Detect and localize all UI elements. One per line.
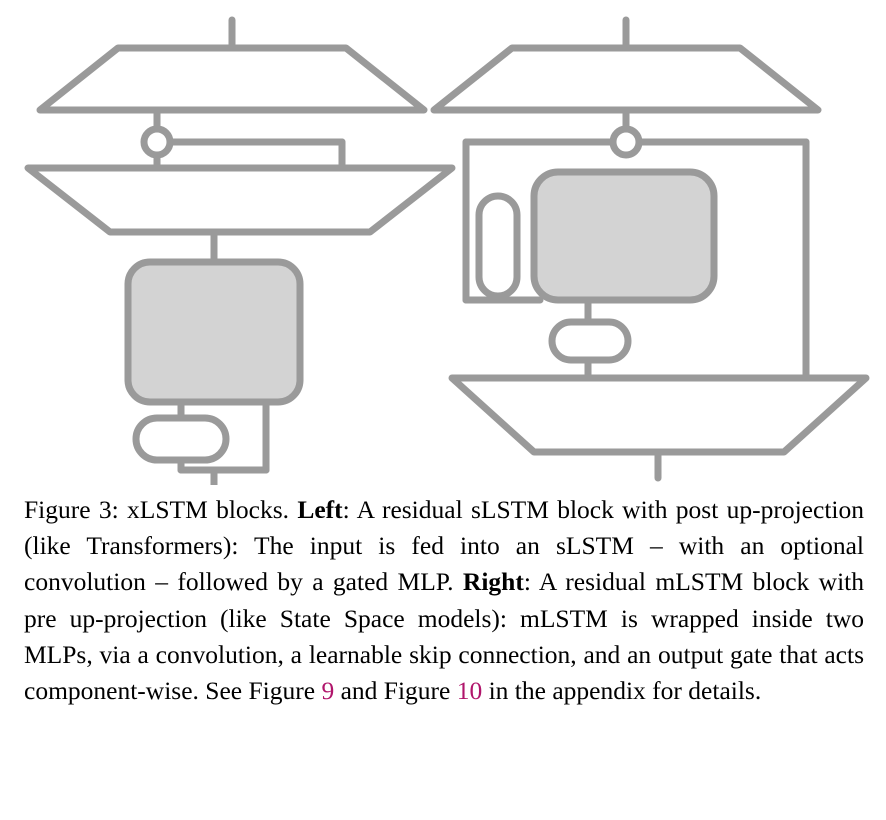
caption-right-text: : A residual mLSTM block with pre up-projection (like State Space models): mLSTM is wrapped inside two MLPs, via a convolution, a learnable skip connection, and an output gate that acts component-wise. See Figure	[24, 567, 864, 706]
right-mlstm-block	[434, 20, 866, 478]
left-down-projection-trapezoid	[40, 48, 424, 110]
left-slstm-block	[28, 20, 452, 485]
figure-10-reference-link[interactable]: 10	[456, 676, 483, 706]
left-up-projection-trapezoid	[28, 168, 452, 232]
figure-caption	[24, 492, 864, 709]
caption-left-text: : A residual sLSTM block with post up-projection (like Transformers): The input is fed into an sLSTM – with an optional convolution – followed by a gated MLP.	[24, 495, 864, 597]
left-slstm-box	[128, 262, 300, 402]
right-mlstm-box	[534, 172, 714, 300]
caption-prefix: Figure 3: xLSTM blocks.	[24, 495, 298, 524]
right-gate-node-icon	[613, 129, 639, 155]
right-skip-connection-pill	[479, 196, 517, 296]
caption-left-label: Left	[297, 495, 343, 524]
left-convolution-pill	[136, 418, 226, 460]
left-gate-node-icon	[144, 129, 170, 155]
caption-right-label: Right	[462, 567, 524, 597]
caption-mid-text: and Figure	[334, 676, 457, 706]
caption-suffix: in the appendix for details.	[482, 676, 762, 706]
right-up-projection-trapezoid	[452, 378, 866, 452]
right-convolution-pill	[552, 322, 628, 360]
figure-9-reference-link[interactable]: 9	[321, 676, 335, 706]
right-down-projection-trapezoid	[434, 48, 818, 110]
